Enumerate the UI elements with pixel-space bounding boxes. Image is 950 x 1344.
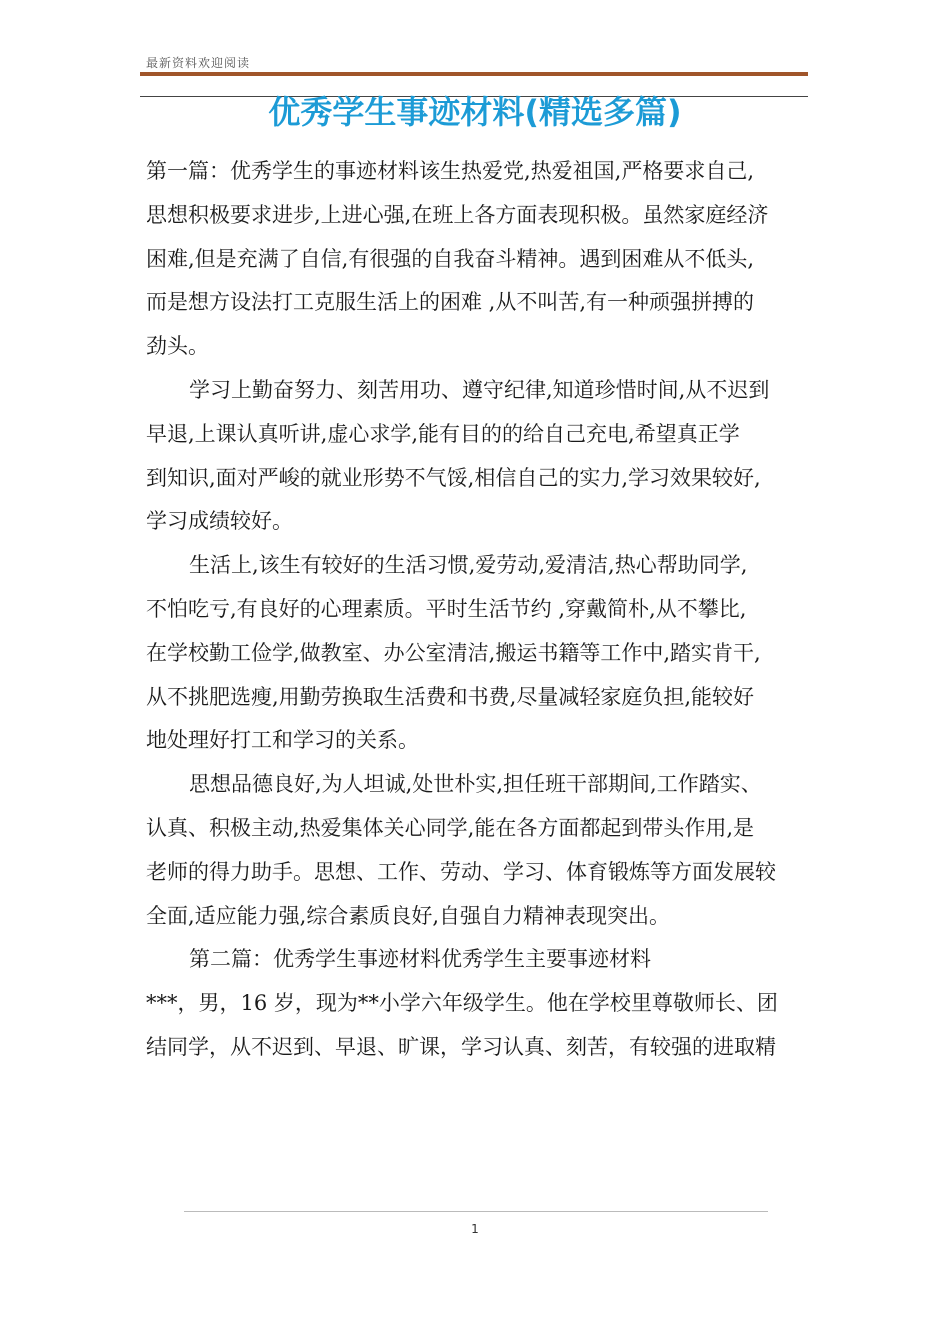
document-title: 优秀学生事迹材料(精选多篇) [268, 93, 682, 131]
text-line: 早退,上课认真听讲,虚心求学,能有目的的给自己充电,希望真正学 [146, 421, 740, 446]
text-line: 老师的得力助手。思想、工作、劳动、学习、体育锻炼等方面发展较 [146, 859, 776, 884]
text-line: 思想品德良好,为人坦诚,处世朴实,担任班干部期间,工作踏实、 [189, 772, 762, 797]
text-line: 到知识,面对严峻的就业形势不气馁,相信自己的实力,学习效果较好, [146, 465, 761, 490]
text-line: 学习成绩较好。 [146, 509, 293, 534]
text-line: 学习上勤奋努力、刻苦用功、遵守纪律,知道珍惜时间,从不迟到 [189, 377, 770, 402]
text-line: 全面,适应能力强,综合素质良好,自强自力精神表现突出。 [146, 903, 671, 928]
text-line: 劲头。 [146, 334, 209, 359]
text-line: 第一篇：优秀学生的事迹材料该生热爱党,热爱祖国,严格要求自己, [146, 159, 755, 183]
text-line: 第二篇：优秀学生事迹材料优秀学生主要事迹材料 [189, 947, 651, 972]
text-line: 在学校勤工俭学,做教室、办公室清洁,搬运书籍等工作中,踏实肯干, [146, 640, 761, 665]
text-line: 从不挑肥选瘦,用勤劳换取生活费和书费,尽量减轻家庭负担,能较好 [146, 684, 755, 709]
header-rule-brown [140, 72, 808, 76]
text-line: 而是想方设法打工克服生活上的困难 ,从不叫苦,有一种顽强拼搏的 [146, 290, 755, 315]
text-line: 困难,但是充满了自信,有很强的自我奋斗精神。遇到困难从不低头, [146, 246, 755, 271]
footer-rule [184, 1211, 768, 1212]
text-line: 思想积极要求进步,上进心强,在班上各方面表现积极。虽然家庭经济 [146, 202, 769, 227]
page-header-text: 最新资料欢迎阅读 [146, 56, 251, 70]
page-number: 1 [471, 1222, 479, 1236]
text-line: 生活上,该生有较好的生活习惯,爱劳动,爱清洁,热心帮助同学, [189, 553, 748, 578]
text-line: 地处理好打工和学习的关系。 [146, 728, 419, 753]
text-line: 不怕吃亏,有良好的心理素质。平时生活节约 ,穿戴简朴,从不攀比, [146, 596, 747, 621]
text-line: 认真、积极主动,热爱集体关心同学,能在各方面都起到带头作用,是 [146, 815, 755, 840]
text-line: ***，男，16 岁，现为**小学六年级学生。他在学校里尊敬师长、团 [146, 991, 778, 1016]
text-line: 结同学，从不迟到、早退、旷课，学习认真、刻苦，有较强的进取精 [146, 1034, 776, 1059]
document-body [146, 150, 806, 1070]
